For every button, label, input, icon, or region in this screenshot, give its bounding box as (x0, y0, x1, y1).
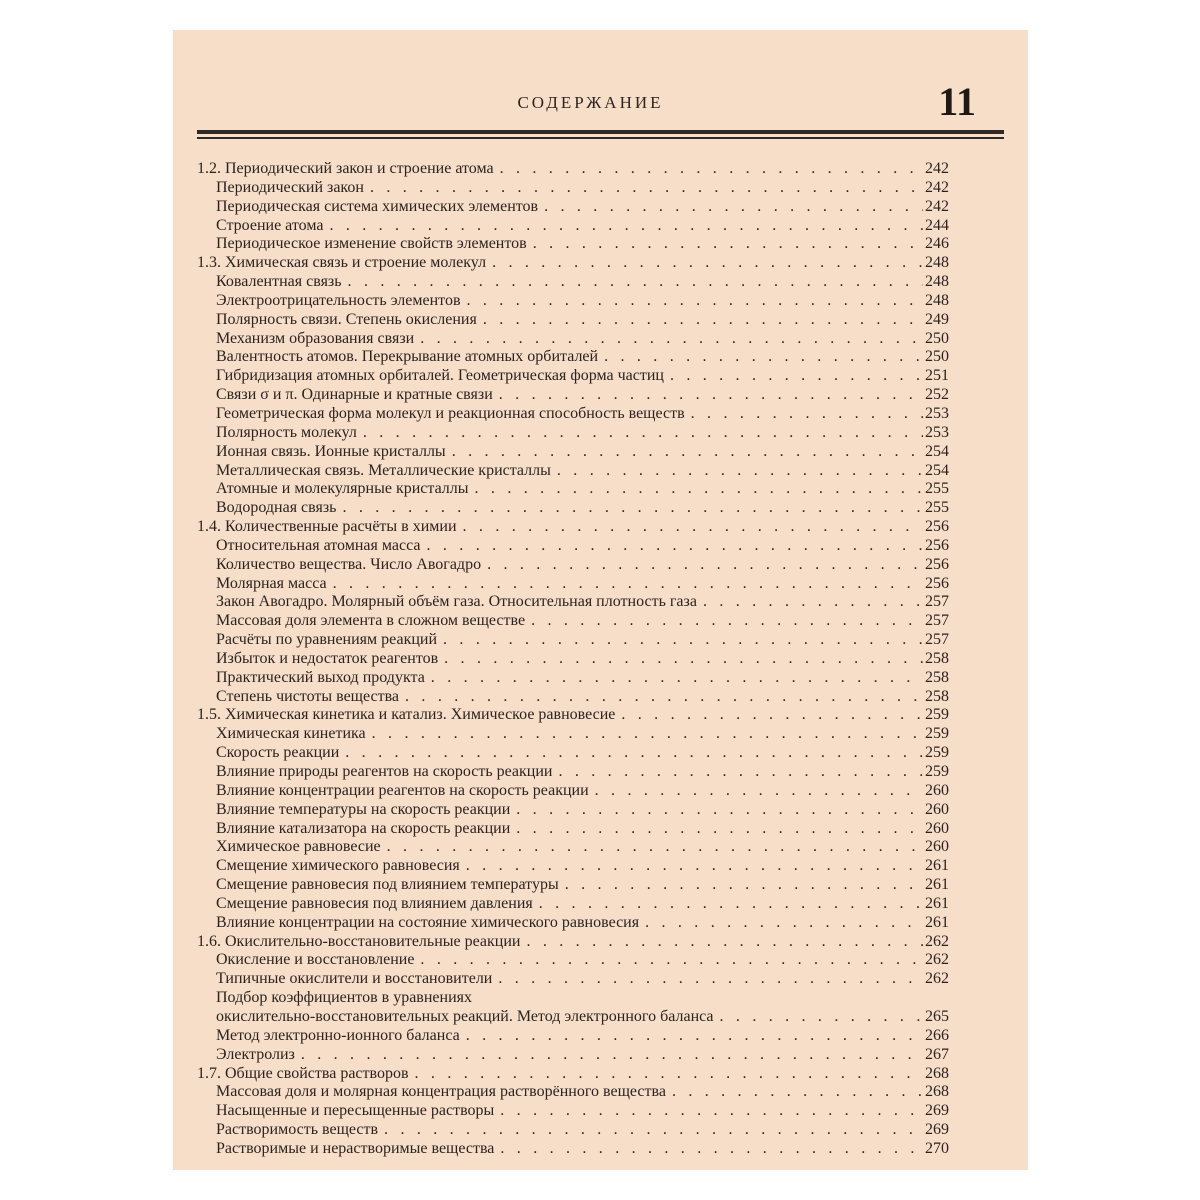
toc-entry-title: Геометрическая форма молекул и реакционная способность веществ (216, 404, 685, 422)
toc-entry-row (197, 895, 949, 914)
dot-leader (492, 254, 923, 273)
toc-page-number: 248 (925, 254, 949, 272)
dot-leader (483, 311, 923, 330)
dot-leader (466, 857, 923, 876)
dot-leader (475, 480, 923, 499)
toc-page-number: 242 (925, 160, 949, 177)
dot-leader (539, 895, 923, 914)
toc-page-number: 256 (925, 574, 949, 592)
dot-leader (466, 1027, 923, 1046)
toc-page-number: 255 (925, 480, 949, 498)
toc-entry-title: Гибридизация атомных орбиталей. Геометрическая форма частиц (216, 367, 664, 385)
dot-leader (499, 386, 923, 405)
dot-leader (604, 348, 923, 367)
toc-entry-row (197, 631, 949, 650)
toc-page-number: 262 (925, 932, 949, 950)
toc-page-number: 262 (925, 951, 949, 969)
dot-leader (370, 179, 923, 198)
toc-entry-row (197, 725, 949, 744)
dot-leader (415, 1065, 923, 1084)
dot-leader (443, 631, 923, 650)
toc-page-number: 258 (925, 668, 949, 686)
dot-leader (558, 763, 923, 782)
toc-entry-row (197, 273, 949, 292)
toc-entry-row (197, 612, 949, 631)
toc-entry-row (197, 744, 949, 763)
toc-entry-title: Окисление и восстановление (216, 951, 415, 969)
book-page (173, 30, 1028, 1170)
toc-page-number: 257 (925, 612, 949, 630)
dot-leader (500, 1140, 923, 1159)
toc-page-number: 260 (925, 819, 949, 837)
toc-entry-title: Растворимость веществ (216, 1121, 379, 1139)
dot-leader (444, 650, 923, 669)
toc-entry-title: Влияние природы реагентов на скорость реакции (216, 763, 553, 780)
toc-page-number: 250 (925, 348, 949, 366)
toc-entry-title: Количество вещества. Число Авогадро (216, 555, 482, 573)
toc-page-number: 265 (925, 1007, 949, 1025)
toc-entry-title: Насыщенные и пересыщенные растворы (216, 1102, 495, 1120)
toc-page-number: 266 (925, 1026, 949, 1044)
toc-entry-row (197, 650, 949, 669)
toc-section-row (197, 160, 949, 179)
toc-entry-row (197, 989, 949, 1008)
toc-entry-title: 1.2. Периодический закон и строение атома (197, 160, 494, 177)
toc-entry-title: Атомные и молекулярные кристаллы (216, 480, 469, 498)
dot-leader (720, 1008, 923, 1027)
dot-leader (420, 330, 923, 349)
toc-page-number: 259 (925, 706, 949, 724)
toc-entry-title: Периодическая система химических элементов (216, 197, 539, 215)
toc-page-number: 259 (925, 763, 949, 780)
toc-entry-row (197, 970, 949, 989)
toc-section-row (197, 706, 949, 725)
toc-entry-row (197, 424, 949, 443)
toc-entry-row (197, 593, 949, 612)
toc-entry-title: Массовая доля и молярная концентрация растворённого вещества (216, 1083, 666, 1101)
page-number: 11 (938, 79, 976, 124)
toc-entry-row (197, 443, 949, 462)
toc-entry-title: 1.7. Общие свойства растворов (197, 1064, 409, 1082)
toc-entry-title: Расчёты по уравнениям реакций (216, 631, 438, 649)
toc-entry-row (197, 367, 949, 386)
toc-entry-row (197, 480, 949, 499)
toc-entry-title: Полярность молекул (216, 423, 357, 441)
toc-entry-title: Металлическая связь. Металлические кристаллы (216, 461, 551, 479)
toc-entry-row (197, 1083, 949, 1102)
toc-entry-row (197, 763, 949, 782)
dot-leader (645, 914, 923, 933)
toc-entry-title: Ионная связь. Ионные кристаллы (216, 442, 446, 460)
toc-page-number: 260 (925, 838, 949, 856)
toc-entry-row (197, 782, 949, 801)
toc-page-number: 244 (925, 216, 949, 234)
toc-page-number: 253 (925, 404, 949, 422)
toc-entry-row (197, 386, 949, 405)
toc-entry-row (197, 820, 949, 839)
toc-page-number: 260 (925, 781, 949, 799)
toc-page-number: 270 (925, 1139, 949, 1157)
toc-page-number: 255 (925, 499, 949, 517)
toc-entry-row (197, 330, 949, 349)
header-rule-thin (197, 137, 1004, 139)
toc-entry-row (197, 348, 949, 367)
toc-page-number: 251 (925, 367, 949, 385)
toc-page-number: 254 (925, 461, 949, 479)
toc-entry-title: Электроотрицательность элементов (216, 291, 461, 309)
toc-entry-title: Практический выход продукта (216, 668, 425, 686)
dot-leader (565, 876, 923, 895)
toc-page-number: 249 (925, 310, 949, 328)
toc-entry-row (197, 311, 949, 330)
toc-entry-row (197, 951, 949, 970)
toc-page-number: 253 (925, 423, 949, 441)
dot-leader (500, 1102, 923, 1121)
table-of-contents (197, 160, 949, 1159)
toc-page-number: 262 (925, 970, 949, 988)
toc-entry-title: Химическое равновесие (216, 838, 381, 856)
dot-leader (405, 688, 923, 707)
toc-entry-title: Влияние температуры на скорость реакции (216, 800, 511, 818)
toc-page-number: 258 (925, 649, 949, 667)
toc-page-number: 261 (925, 876, 949, 894)
toc-entry-row (197, 575, 949, 594)
toc-page-number: 242 (925, 178, 949, 196)
toc-entry-row (197, 405, 949, 424)
dot-leader (301, 1046, 923, 1065)
toc-page-number: 261 (925, 857, 949, 875)
toc-entry-title: Электролиз (216, 1045, 295, 1063)
toc-page-number: 269 (925, 1102, 949, 1120)
toc-page-number: 257 (925, 631, 949, 649)
toc-entry-row (197, 198, 949, 217)
dot-leader (345, 744, 923, 763)
toc-entry-title: Молярная масса (216, 574, 327, 592)
toc-entry-title: Растворимые и нерастворимые вещества (216, 1139, 495, 1157)
toc-entry-title: Избыток и недостаток реагентов (216, 649, 439, 667)
dot-leader (342, 499, 923, 518)
toc-entry-row (197, 462, 949, 481)
toc-entry-title: Связи σ и π. Одинарные и кратные связи (216, 386, 493, 404)
dot-leader (487, 556, 923, 575)
toc-entry-row (197, 499, 949, 518)
toc-entry-row (197, 857, 949, 876)
toc-entry-row (197, 688, 949, 707)
toc-page-number: 268 (925, 1083, 949, 1101)
toc-entry-title: 1.4. Количественные расчёты в химии (197, 518, 457, 536)
toc-entry-title: Водородная связь (216, 499, 337, 517)
toc-page-number: 256 (925, 555, 949, 573)
dot-leader (329, 217, 923, 236)
dot-leader (348, 273, 923, 292)
toc-page-number: 254 (925, 442, 949, 460)
toc-entry-title: Влияние концентрации реагентов на скорость реакции (216, 781, 589, 799)
toc-entry-row (197, 1027, 949, 1046)
toc-entry-row (197, 556, 949, 575)
toc-entry-title: Типичные окислители и восстановители (216, 970, 493, 988)
toc-page-number: 258 (925, 687, 949, 705)
toc-section-row (197, 518, 949, 537)
toc-page-number: 256 (925, 518, 949, 536)
toc-page-number: 242 (925, 197, 949, 215)
toc-entry-title: Закон Авогадро. Молярный объём газа. Относительная плотность газа (216, 593, 697, 611)
toc-entry-title: Влияние катализатора на скорость реакции (216, 819, 511, 837)
toc-page-number: 269 (925, 1121, 949, 1139)
dot-leader (427, 537, 924, 556)
toc-entry-row (197, 217, 949, 236)
toc-entry-title: Массовая доля элемента в сложном веществе (216, 612, 526, 630)
dot-leader (372, 725, 923, 744)
toc-entry-row (197, 537, 949, 556)
toc-page-number: 248 (925, 291, 949, 309)
toc-page-number: 261 (925, 913, 949, 931)
toc-entry-row (197, 1046, 949, 1065)
toc-page-number: 250 (925, 329, 949, 347)
header-rule-thick (197, 130, 1004, 134)
toc-entry-title: Смещение равновесия под влиянием температуры (216, 876, 559, 894)
dot-leader (516, 801, 923, 820)
toc-section-row (197, 1065, 949, 1084)
toc-entry-title: Степень чистоты вещества (216, 687, 400, 705)
toc-entry-row (197, 1102, 949, 1121)
dot-leader (500, 160, 923, 179)
toc-entry-title: Скорость реакции (216, 744, 340, 762)
dot-leader (420, 951, 923, 970)
dot-leader (703, 593, 923, 612)
toc-entry-title: 1.6. Окислительно-восстановительные реакции (197, 932, 521, 950)
toc-entry-title: Относительная атомная масса (216, 536, 421, 554)
toc-section-row (197, 933, 949, 952)
toc-entry-title: Смещение равновесия под влиянием давления (216, 894, 533, 912)
toc-entry-title: Периодический закон (216, 178, 364, 196)
dot-leader (544, 198, 923, 217)
dot-leader (526, 933, 923, 952)
toc-page-number: 261 (925, 894, 949, 912)
toc-entry-title: Строение атома (216, 216, 324, 234)
toc-entry-row (197, 235, 949, 254)
dot-leader (516, 820, 923, 839)
toc-page-number: 257 (925, 593, 949, 611)
toc-page-number: 259 (925, 725, 949, 743)
toc-entry-title: 1.5. Химическая кинетика и катализ. Химическое равновесие (197, 706, 616, 724)
dot-leader (670, 367, 923, 386)
dot-leader (363, 424, 923, 443)
toc-entry-title: Периодическое изменение свойств элементов (216, 235, 527, 253)
toc-entry-row (197, 876, 949, 895)
toc-page-number: 256 (925, 536, 949, 554)
toc-entry-title: Полярность связи. Степень окисления (216, 310, 477, 328)
dot-leader (431, 669, 923, 688)
dot-leader (533, 235, 923, 254)
toc-entry-row (197, 292, 949, 311)
toc-entry-title: Смещение химического равновесия (216, 857, 460, 875)
toc-page-number: 252 (925, 386, 949, 404)
toc-entry-row (197, 801, 949, 820)
toc-entry-title: 1.3. Химическая связь и строение молекул (197, 254, 487, 272)
toc-entry-title: Валентность атомов. Перекрывание атомных орбиталей (216, 348, 599, 366)
toc-page-number: 268 (925, 1064, 949, 1082)
dot-leader (621, 706, 923, 725)
dot-leader (595, 782, 923, 801)
toc-page-number: 267 (925, 1045, 949, 1063)
dot-leader (333, 575, 923, 594)
toc-entry-title: Подбор коэффициентов в уравнениях (216, 989, 472, 1007)
dot-leader (384, 1121, 923, 1140)
dot-leader (387, 838, 923, 857)
dot-leader (531, 612, 923, 631)
toc-entry-title: окислительно-восстановительных реакций. Метод электронного баланса (216, 1007, 714, 1025)
toc-entry-row (197, 1140, 949, 1159)
toc-entry-row (197, 914, 949, 933)
toc-page-number: 260 (925, 800, 949, 818)
toc-entry-row (197, 838, 949, 857)
toc-entry-title: Механизм образования связи (216, 329, 415, 347)
dot-leader (463, 518, 923, 537)
toc-entry-title: Химическая кинетика (216, 725, 366, 743)
toc-page-number: 248 (925, 273, 949, 291)
toc-entry-title: Влияние концентрации на состояние химического равновесия (216, 913, 640, 931)
toc-entry-row (197, 1008, 949, 1027)
dot-leader (452, 443, 923, 462)
toc-entry-title: Метод электронно-ионного баланса (216, 1026, 460, 1044)
dot-leader (672, 1083, 923, 1102)
dot-leader (691, 405, 923, 424)
toc-entry-title: Ковалентная связь (216, 273, 342, 291)
dot-leader (467, 292, 924, 311)
toc-entry-row (197, 179, 949, 198)
toc-section-row (197, 254, 949, 273)
running-header-title: СОДЕРЖАНИЕ (517, 93, 664, 112)
dot-leader (498, 970, 923, 989)
toc-page-number: 259 (925, 744, 949, 762)
toc-entry-row (197, 669, 949, 688)
toc-entry-row (197, 1121, 949, 1140)
toc-page-number: 246 (925, 235, 949, 253)
dot-leader (557, 462, 923, 481)
